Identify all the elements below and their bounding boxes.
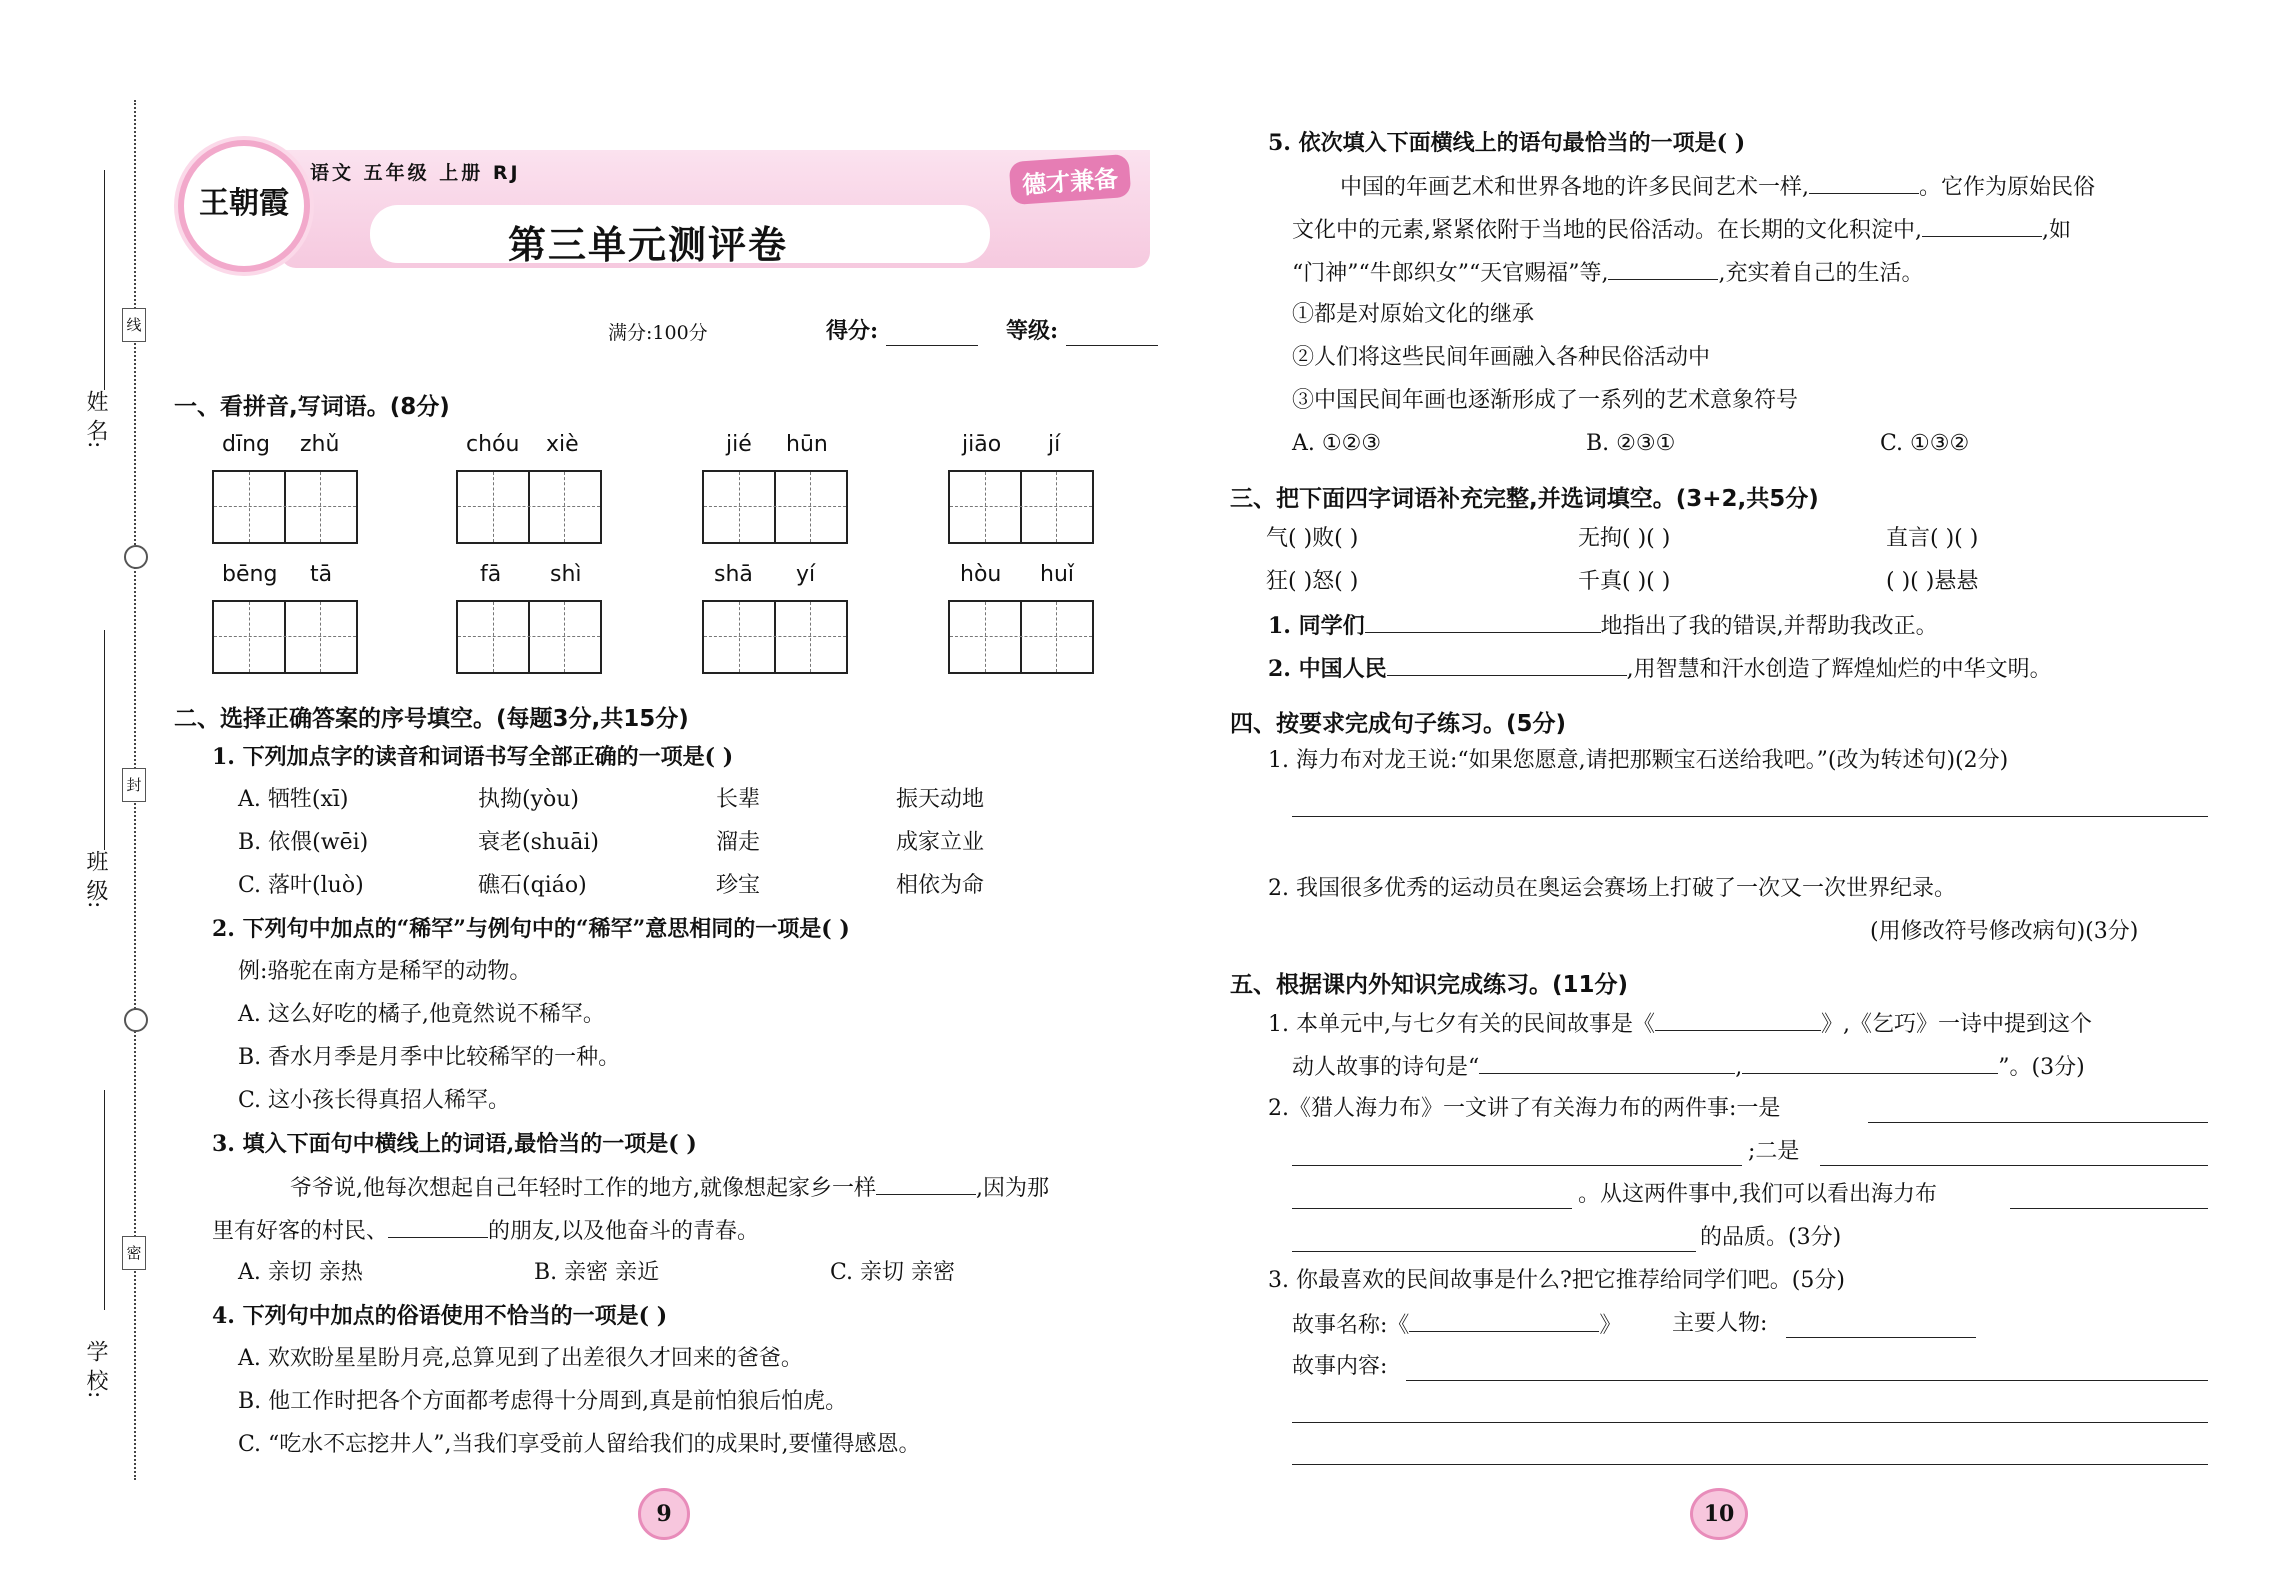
answer-line[interactable]: [1868, 1122, 2208, 1123]
q3-option: B. 亲密 亲近: [534, 1260, 660, 1285]
pinyin: xiè: [546, 432, 579, 457]
score-field[interactable]: [886, 345, 978, 346]
q3-text-part: ,因为那: [976, 1176, 1049, 1201]
sec5-text: 1. 本单元中,与七夕有关的民间故事是《: [1268, 1012, 1655, 1037]
seal-char-seal: 封: [122, 768, 146, 802]
pinyin: fā: [480, 562, 502, 587]
sec3-text: 1. 同学们: [1268, 613, 1365, 639]
writing-grid[interactable]: [702, 600, 848, 674]
q5-item: ①都是对原始文化的继承: [1292, 302, 1535, 327]
section-2-heading: 二、选择正确答案的序号填空。(每题3分,共15分): [174, 706, 689, 732]
section-5-heading: 五、根据课内外知识完成练习。(11分): [1230, 972, 1629, 998]
question-3: 3. 填入下面句中横线上的词语,最恰当的一项是( ): [212, 1131, 697, 1157]
writing-grid[interactable]: [456, 600, 602, 674]
pinyin: huǐ: [1040, 562, 1074, 587]
q3-text-part: 爷爷说,他每次想起自己年轻时工作的地方,就像想起家乡一样: [290, 1176, 876, 1201]
pinyin: jiāo: [962, 432, 1002, 457]
q4-option: C. “吃水不忘挖井人”,当我们享受前人留给我们的成果时,要懂得感恩。: [238, 1432, 921, 1457]
q3-option: C. 亲切 亲密: [830, 1260, 956, 1285]
full-score: 满分:100分: [608, 322, 708, 344]
pinyin: hūn: [786, 432, 828, 457]
pinyin: shì: [550, 562, 582, 587]
q5-option: C. ①③②: [1880, 431, 1970, 456]
logo-text: 王朝霞: [199, 186, 289, 221]
section-1-heading: 一、看拼音,写词语。(8分): [174, 394, 450, 420]
seal-char-line: 线: [122, 308, 146, 342]
seal-char-secret: 密: [122, 1236, 146, 1270]
answer-line[interactable]: [1292, 1165, 1742, 1166]
q1-option: 溜走: [716, 830, 761, 855]
pinyin: jí: [1048, 432, 1061, 457]
sec5-text: 。从这两件事中,我们可以看出海力布: [1578, 1182, 1937, 1207]
sec5-question-2: [1268, 1094, 1780, 1124]
q1-option: 礁石(qiáo): [478, 873, 587, 898]
class-label: 班 级:: [83, 850, 108, 909]
q1-option: A. 牺牲(xī): [238, 787, 349, 812]
pinyin: jié: [726, 432, 752, 457]
q3-text-part: 里有好客的村民、: [212, 1219, 389, 1244]
logo: [178, 140, 310, 272]
class-underline: [104, 630, 105, 850]
q1-option: 珍宝: [716, 873, 761, 898]
main-character-label: 主要人物:: [1672, 1311, 1768, 1336]
q5-item: ②人们将这些民间年画融入各种民俗活动中: [1292, 345, 1711, 370]
question-5: 5. 依次填入下面横线上的语句最恰当的一项是( ): [1268, 130, 1746, 156]
answer-line[interactable]: [2010, 1208, 2208, 1209]
bullet-icon: [124, 545, 148, 569]
score-label: 得分:: [826, 318, 879, 344]
answer-line[interactable]: [1820, 1165, 2208, 1166]
sec3-text: 地指出了我的错误,并帮助我改正。: [1600, 614, 1938, 639]
school-label: 学 校:: [83, 1340, 108, 1399]
sec5-text: ;二是: [1748, 1139, 1800, 1164]
q3-text-part: 的朋友,以及他奋斗的青春。: [488, 1219, 760, 1244]
grade-field[interactable]: [1066, 345, 1158, 346]
q3-blank-2[interactable]: [388, 1215, 488, 1238]
q5-blank-2[interactable]: [1922, 214, 2042, 237]
sec4-question-2: 2. 我国很多优秀的运动员在奥运会赛场上打破了一次又一次世界纪录。: [1268, 876, 1956, 901]
pinyin: zhǔ: [300, 432, 340, 457]
q5-text: [1292, 257, 1923, 289]
idiom-fill: 直言( )( ): [1886, 526, 1979, 551]
q4-option: B. 他工作时把各个方面都考虑得十分周到,真是前怕狼后怕虎。: [238, 1389, 848, 1414]
q3-text: [212, 1215, 759, 1247]
sec4-question-2-note: (用修改符号修改病句)(3分): [1870, 919, 2139, 944]
story-name-end: 》: [1599, 1313, 1622, 1338]
sec5-text: ”。(3分): [1998, 1055, 2085, 1080]
idiom-fill: ( )( )悬悬: [1886, 569, 1979, 594]
sec3-sentence-2: [1268, 653, 2052, 685]
q1-option: 振天动地: [896, 787, 985, 812]
question-1: 1. 下列加点字的读音和词语书写全部正确的一项是( ): [212, 744, 734, 770]
page-number-badge: [638, 1488, 690, 1540]
q5-text-part: 中国的年画艺术和世界各地的许多民间艺术一样,: [1340, 175, 1809, 200]
q1-option: 衰老(shuāi): [478, 830, 599, 855]
q2-example: 例:骆驼在南方是稀罕的动物。: [238, 959, 532, 984]
sec3-blank-1[interactable]: [1365, 610, 1601, 633]
q1-option: 长辈: [716, 787, 761, 812]
sec5-text: 的品质。(3分): [1700, 1225, 1842, 1250]
sec5-question-1: [1268, 1008, 2092, 1040]
q3-option: A. 亲切 亲热: [238, 1260, 363, 1285]
sec3-sentence-1: [1268, 610, 1938, 642]
story-content-label: 故事内容:: [1292, 1354, 1388, 1379]
writing-grid[interactable]: [948, 470, 1094, 544]
answer-line[interactable]: [1292, 1422, 2208, 1423]
sec5-blank-poem-1[interactable]: [1479, 1051, 1735, 1074]
sec3-blank-2[interactable]: [1387, 653, 1627, 676]
answer-line[interactable]: [1292, 816, 2208, 817]
sec5-text: 2.《猎人海力布》一文讲了有关海力布的两件事:一是: [1268, 1096, 1781, 1121]
header-meta: 语文 五年级 上册 RJ: [310, 162, 521, 184]
q5-item: ③中国民间年画也逐渐形成了一系列的艺术意象符号: [1292, 388, 1799, 413]
pinyin: dīng: [222, 432, 270, 457]
writing-grid[interactable]: [212, 600, 358, 674]
page-title: 第三单元测评卷: [508, 223, 789, 267]
story-name-label: 故事名称:《: [1292, 1313, 1410, 1338]
q1-option: B. 依偎(wēi): [238, 830, 369, 855]
q5-text-part: ,如: [2042, 218, 2071, 243]
q5-text: [1340, 171, 2095, 203]
pinyin: hòu: [960, 562, 1002, 587]
q1-option: 相依为命: [896, 873, 985, 898]
q3-text: [290, 1172, 1049, 1204]
sec5-blank-poem-2[interactable]: [1742, 1051, 1998, 1074]
q5-option: B. ②③①: [1586, 431, 1676, 456]
sec5-question-1-line2: [1292, 1051, 2085, 1083]
answer-line[interactable]: [1292, 1251, 1696, 1252]
main-character-input[interactable]: [1786, 1337, 1976, 1338]
story-name-input[interactable]: [1409, 1309, 1599, 1332]
sec5-text: ,: [1735, 1055, 1743, 1080]
idiom-fill: 气( )败( ): [1266, 526, 1359, 551]
grade-label: 等级:: [1006, 318, 1059, 344]
page-number: 10: [1703, 1501, 1735, 1527]
answer-line[interactable]: [1292, 1208, 1572, 1209]
q2-option: C. 这小孩长得真招人稀罕。: [238, 1088, 511, 1113]
question-2: 2. 下列句中加点的“稀罕”与例句中的“稀罕”意思相同的一项是( ): [212, 916, 850, 942]
pinyin: chóu: [466, 432, 520, 457]
pinyin: tā: [310, 562, 333, 587]
q5-blank-3[interactable]: [1608, 257, 1718, 280]
writing-grid[interactable]: [702, 470, 848, 544]
section-3-heading: 三、把下面四字词语补充完整,并选词填空。(3+2,共5分): [1230, 486, 1819, 512]
q5-option: A. ①②③: [1292, 431, 1382, 456]
q5-text: [1292, 214, 2071, 246]
idiom-fill: 千真( )( ): [1578, 569, 1671, 594]
sec5-text: 动人故事的诗句是“: [1292, 1055, 1480, 1080]
name-label: 姓 名:: [83, 390, 108, 449]
sec3-text: 2. 中国人民: [1268, 656, 1387, 682]
q5-blank-1[interactable]: [1809, 171, 1919, 194]
header-badge: 德才兼备: [1009, 154, 1132, 205]
writing-grid[interactable]: [948, 600, 1094, 674]
idiom-fill: 无拘( )( ): [1578, 526, 1671, 551]
story-name-row: [1292, 1309, 1621, 1341]
q1-option: C. 落叶(luò): [238, 873, 364, 898]
q5-text-part: 文化中的元素,紧紧依附于当地的民俗活动。在长期的文化积淀中,: [1292, 218, 1922, 243]
q5-text-part: 。它作为原始民俗: [1919, 175, 2096, 200]
sec5-question-3: 3. 你最喜欢的民间故事是什么?把它推荐给同学们吧。(5分): [1268, 1268, 1845, 1293]
q2-option: A. 这么好吃的橘子,他竟然说不稀罕。: [238, 1002, 605, 1027]
sec3-text: ,用智慧和汗水创造了辉煌灿烂的中华文明。: [1626, 657, 2052, 682]
sec4-question-1: 1. 海力布对龙王说:“如果您愿意,请把那颗宝石送给我吧。”(改为转述句)(2分): [1268, 748, 2009, 773]
q3-blank-1[interactable]: [876, 1172, 976, 1195]
q1-option: 执拗(yòu): [478, 787, 580, 812]
idiom-fill: 狂( )怒( ): [1266, 569, 1359, 594]
q4-option: A. 欢欢盼星星盼月亮,总算见到了出差很久才回来的爸爸。: [238, 1346, 803, 1371]
pinyin: bēng: [222, 562, 278, 587]
question-4: 4. 下列句中加点的俗语使用不恰当的一项是( ): [212, 1303, 668, 1329]
name-underline: [104, 170, 105, 390]
school-underline: [104, 1090, 105, 1310]
q5-text-part: “门神”“牛郎织女”“天官赐福”等,: [1292, 261, 1609, 286]
page-number-badge: [1690, 1488, 1748, 1540]
section-4-heading: 四、按要求完成句子练习。(5分): [1230, 711, 1567, 737]
pinyin: yí: [796, 562, 816, 587]
writing-grid[interactable]: [456, 470, 602, 544]
writing-grid[interactable]: [212, 470, 358, 544]
answer-line[interactable]: [1292, 1464, 2208, 1465]
sec5-text: 》,《乞巧》一诗中提到这个: [1820, 1012, 2092, 1037]
answer-line[interactable]: [1406, 1380, 2208, 1381]
sec5-blank-story[interactable]: [1655, 1008, 1821, 1031]
bullet-icon: [124, 1008, 148, 1032]
q5-text-part: ,充实着自己的生活。: [1718, 261, 1924, 286]
q1-option: 成家立业: [896, 830, 985, 855]
pinyin: shā: [714, 562, 753, 587]
q2-option: B. 香水月季是月季中比较稀罕的一种。: [238, 1045, 621, 1070]
page-number: 9: [656, 1501, 672, 1527]
